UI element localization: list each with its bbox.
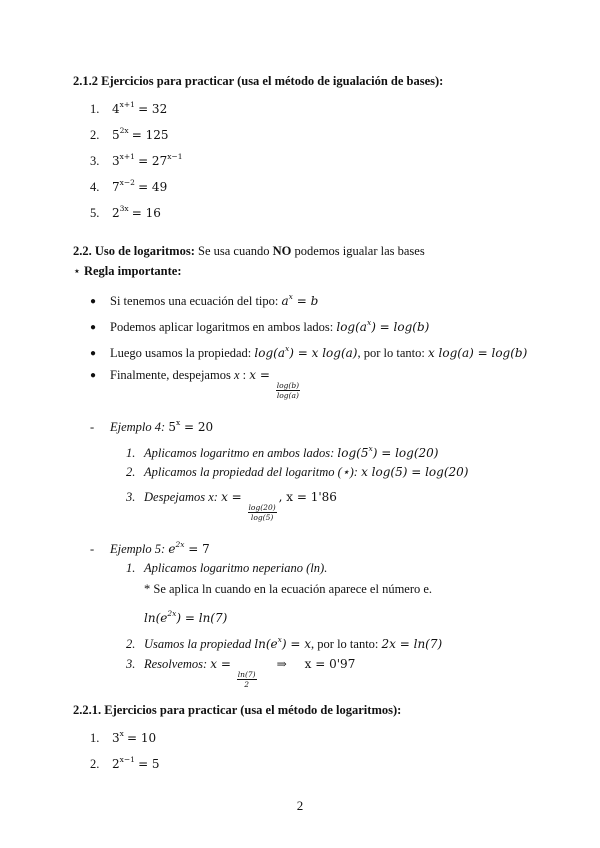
example-5-ln-equation: $\ln(e^{2x}) = \ln(7)$ bbox=[144, 609, 228, 625]
page-number: 2 bbox=[296, 798, 304, 813]
star-icon: ⋆ bbox=[73, 264, 81, 278]
exercise-item: 1. 3$^x$ = 10 bbox=[90, 729, 157, 745]
example-4-step: 3. Despejamos x: x = $\frac{\log(20)}{\log(5)}$ , x = 1'86 bbox=[126, 490, 337, 522]
example-4-step: 2. Aplicamos la propiedad del logaritmo (⋆): x log(5) = log(20) bbox=[126, 465, 469, 479]
bullet-icon: ● bbox=[90, 370, 97, 381]
bullet-icon: ● bbox=[90, 348, 97, 359]
exercise-item: 2. $5^{2x} = 125$ bbox=[90, 126, 169, 142]
exercise-item: 1. $4^{x+1} = 32$ bbox=[90, 100, 168, 116]
example-5-title: - Ejemplo 5: $e^{2x} = 7$ bbox=[90, 540, 210, 556]
example-4-title: - Ejemplo 4: $5^x = 20$ bbox=[90, 418, 214, 434]
rule-bullet: ● Finalmente, despejamos x : x = $\frac{\log(b)}{\log(a)}$ bbox=[90, 368, 300, 400]
rule-title: ⋆ Regla importante: bbox=[73, 264, 182, 278]
rule-bullet: ● Si tenemos una ecuación del tipo: $a^x = b$ bbox=[90, 292, 319, 308]
example-4-step: 1. Aplicamos logaritmo en ambos lados: $\log(5^x) = \log(20)$ bbox=[126, 444, 439, 460]
example-5-step: 2. Usamos la propiedad $\ln(e^x) = x$, por lo tanto: 2x = ln(7) bbox=[126, 635, 443, 651]
rule-bullet: ● Podemos aplicar logaritmos en ambos lados: $\log(a^x) = \log(b)$ bbox=[90, 318, 430, 334]
section-22-heading: 2.2. Uso de logaritmos: Se usa cuando NO podemos igualar las bases bbox=[73, 244, 425, 258]
bullet-icon: ● bbox=[90, 296, 97, 307]
rule-bullet: ● Luego usamos la propiedad: $\log(a^x) = x$ log(a), por lo tanto: x log(a) = log(b) bbox=[90, 344, 528, 360]
bullet-icon: ● bbox=[90, 322, 97, 333]
implies-arrow: ⇒ bbox=[276, 657, 287, 671]
exercise-item: 5. $2^{3x} = 16$ bbox=[90, 204, 161, 220]
section-212-heading: 2.1.2 Ejercicios para practicar (usa el método de igualación de bases): bbox=[73, 74, 444, 88]
exercise-item: 3. $3^{x+1} = 27^{x-1}$ bbox=[90, 152, 183, 168]
fraction: $\frac{\ln(7)}{2}$ bbox=[237, 670, 256, 689]
example-5-step: 3. Resolvemos: x = $\frac{\ln(7)}{2}$ ⇒ x = 0'97 bbox=[126, 657, 356, 689]
section-221-heading: 2.2.1. Ejercicios para practicar (usa el método de logaritmos): bbox=[73, 703, 402, 717]
example-5-step: 1. Aplicamos logaritmo neperiano (ln). bbox=[126, 561, 328, 575]
fraction: $\frac{\log(b)}{\log(a)}$ bbox=[276, 381, 300, 400]
example-5-note: * Se aplica ln cuando en la ecuación aparece el número e. bbox=[144, 582, 433, 596]
exercise-item: 2. $2^{x-1} = 5$ bbox=[90, 755, 160, 771]
exercise-item: 4. $7^{x-2} = 49$ bbox=[90, 178, 168, 194]
fraction: $\frac{\log(20)}{\log(5)}$ bbox=[248, 503, 276, 522]
